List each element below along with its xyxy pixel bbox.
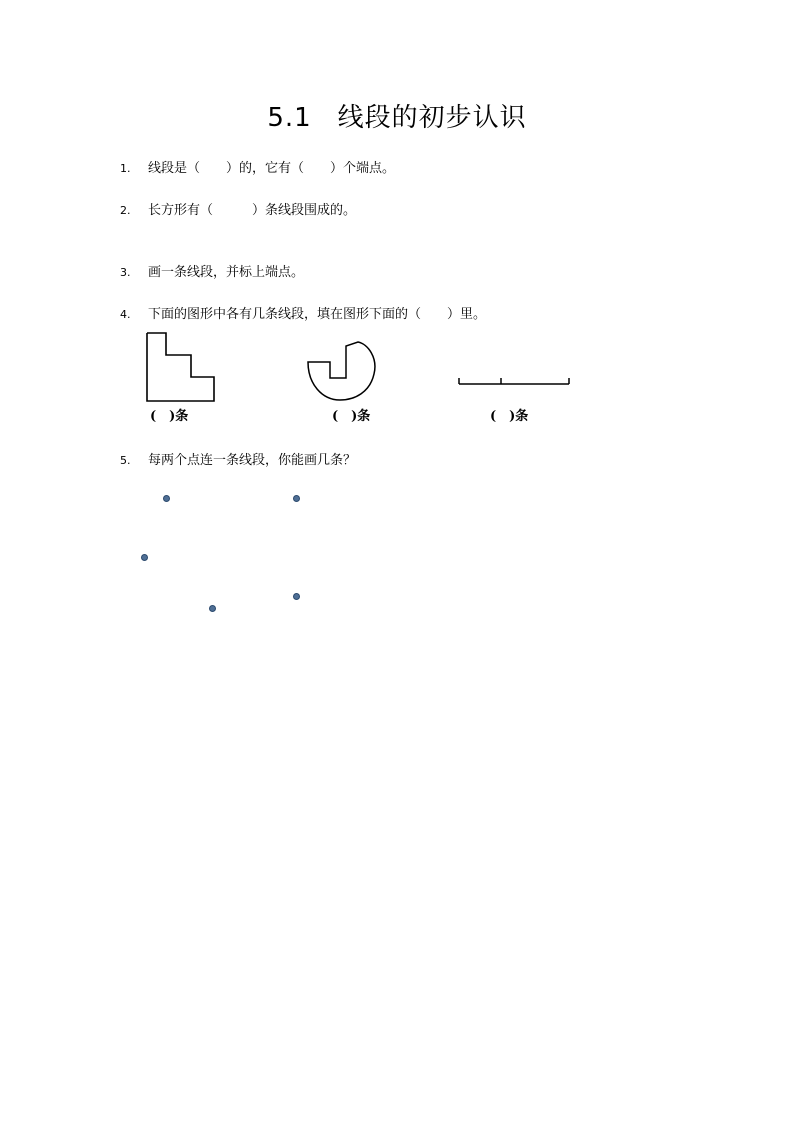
point-dot: [293, 495, 300, 502]
title-text: 线段的初步认识: [337, 103, 527, 133]
question-number: 3.: [120, 266, 131, 279]
question-1: [120, 160, 395, 178]
figure-caption-1: ( )条: [150, 409, 189, 424]
question-text: 每两个点连一条线段，你能画几条？: [148, 453, 357, 468]
point-dot: [293, 593, 300, 600]
segmented-line-figure: [456, 372, 572, 388]
question-4: [120, 306, 486, 324]
question-text: 线段是（ ）的，它有（ ）个端点。: [148, 161, 396, 176]
question-number: 5.: [120, 454, 131, 467]
point-dot: [209, 605, 216, 612]
title-number: 5.1: [267, 103, 312, 133]
question-2: [120, 202, 356, 220]
question-number: 2.: [120, 204, 131, 217]
figure-caption-2: ( )条: [332, 409, 371, 424]
point-dot: [163, 495, 170, 502]
question-number: 1.: [120, 162, 131, 175]
question-text: 下面的图形中各有几条线段，填在图形下面的（ ）里。: [148, 307, 487, 322]
curved-notch-figure: [300, 336, 384, 406]
question-3: [120, 264, 304, 282]
staircase-figure: [144, 330, 220, 406]
point-dot: [141, 554, 148, 561]
question-text: 长方形有（ ）条线段围成的。: [148, 203, 357, 218]
question-text: 画一条线段，并标上端点。: [148, 265, 305, 280]
question-number: 4.: [120, 308, 131, 321]
page-title: [0, 98, 794, 138]
figure-caption-3: ( )条: [490, 409, 529, 424]
question-5: [120, 452, 356, 470]
